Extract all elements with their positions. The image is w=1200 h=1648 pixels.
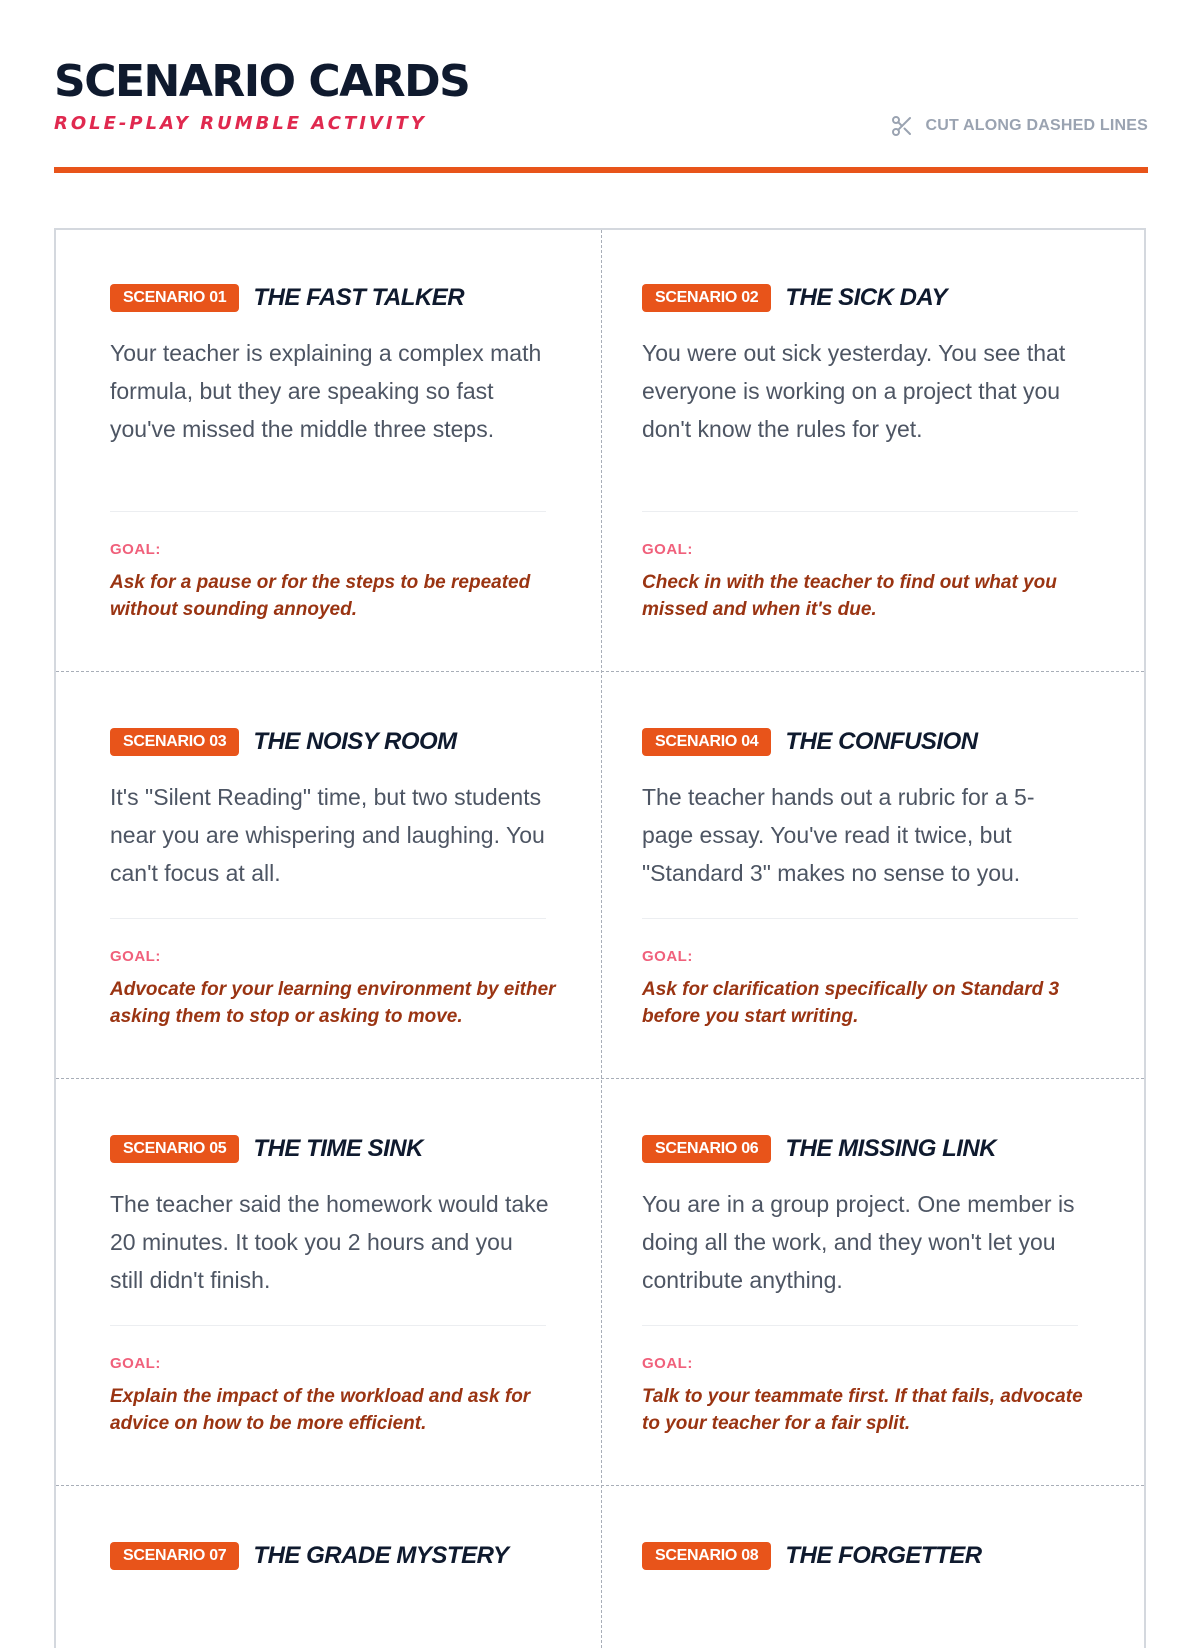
scenario-badge: SCENARIO 04 bbox=[642, 728, 771, 756]
card-divider bbox=[110, 1325, 546, 1326]
goal-label: GOAL: bbox=[110, 1355, 161, 1372]
goal-label: GOAL: bbox=[110, 948, 161, 965]
goal-text: Advocate for your learning environment by either asking them to stop or asking to move. bbox=[110, 979, 556, 1027]
scenario-title: THE SICK DAY bbox=[785, 284, 947, 311]
scenario-badge: SCENARIO 02 bbox=[642, 284, 771, 312]
scenario-card bbox=[642, 1540, 1082, 1572]
scenario-title: THE CONFUSION bbox=[785, 728, 978, 755]
header-rule bbox=[54, 167, 1148, 173]
goal-label: GOAL: bbox=[110, 541, 161, 558]
goal-label: GOAL: bbox=[642, 948, 693, 965]
card-divider bbox=[642, 918, 1078, 919]
scenario-description: The teacher hands out a rubric for a 5-page essay. You've read it twice, but "Standard 3" makes no sense to you. bbox=[642, 784, 1035, 886]
scenario-card bbox=[110, 1540, 550, 1572]
scenario-badge: SCENARIO 07 bbox=[110, 1542, 239, 1570]
cut-instruction bbox=[890, 114, 1148, 138]
card-divider bbox=[110, 511, 546, 512]
scenario-title: THE GRADE MYSTERY bbox=[253, 1542, 509, 1569]
horizontal-cut-line bbox=[56, 1078, 1144, 1079]
scenario-card bbox=[642, 726, 1082, 1027]
goal-text: Ask for clarification specifically on Standard 3 before you start writing. bbox=[642, 979, 1060, 1027]
scenario-description: It's "Silent Reading" time, but two students near you are whispering and laughing. You can't focus at all. bbox=[110, 784, 545, 886]
scenario-badge: SCENARIO 08 bbox=[642, 1542, 771, 1570]
scenario-title: THE FAST TALKER bbox=[253, 284, 465, 311]
scenario-card bbox=[110, 282, 550, 620]
card-divider bbox=[110, 918, 546, 919]
scenario-description: Your teacher is explaining a complex math formula, but they are speaking so fast you've missed the middle three steps. bbox=[110, 340, 542, 442]
scenario-card bbox=[642, 1133, 1083, 1434]
scenario-badge: SCENARIO 03 bbox=[110, 728, 239, 756]
scenario-badge: SCENARIO 06 bbox=[642, 1135, 771, 1163]
scenario-card bbox=[642, 282, 1082, 620]
card-grid bbox=[54, 228, 1146, 1648]
scenario-description: You were out sick yesterday. You see that everyone is working on a project that you don't know the rules for yet. bbox=[642, 340, 1066, 442]
horizontal-cut-line bbox=[56, 671, 1144, 672]
vertical-cut-line bbox=[601, 230, 602, 1648]
scenario-title: THE TIME SINK bbox=[253, 1135, 423, 1162]
goal-text: Check in with the teacher to find out what you missed and when it's due. bbox=[642, 572, 1057, 620]
scenario-badge: SCENARIO 01 bbox=[110, 284, 239, 312]
card-divider bbox=[642, 1325, 1078, 1326]
scenario-card bbox=[110, 726, 556, 1027]
horizontal-cut-line bbox=[56, 1485, 1144, 1486]
scenario-card bbox=[110, 1133, 550, 1434]
goal-text: Ask for a pause or for the steps to be repeated without sounding annoyed. bbox=[110, 572, 531, 620]
scenario-description: The teacher said the homework would take 20 minutes. It took you 2 hours and you still didn't finish. bbox=[110, 1191, 549, 1293]
page-title: SCENARIO CARDS bbox=[54, 56, 470, 107]
page-subtitle: ROLE-PLAY RUMBLE ACTIVITY bbox=[54, 113, 427, 134]
scenario-badge: SCENARIO 05 bbox=[110, 1135, 239, 1163]
scenario-title: THE FORGETTER bbox=[785, 1542, 982, 1569]
cut-instruction-text: CUT ALONG DASHED LINES bbox=[925, 117, 1148, 134]
goal-text: Talk to your teammate first. If that fails, advocate to your teacher for a fair split. bbox=[642, 1386, 1083, 1434]
scenario-title: THE NOISY ROOM bbox=[253, 728, 457, 755]
page-header bbox=[54, 52, 1148, 136]
card-divider bbox=[642, 511, 1078, 512]
goal-label: GOAL: bbox=[642, 1355, 693, 1372]
goal-text: Explain the impact of the workload and ask for advice on how to be more efficient. bbox=[110, 1386, 531, 1434]
scissors-icon bbox=[890, 114, 914, 138]
goal-label: GOAL: bbox=[642, 541, 693, 558]
scenario-title: THE MISSING LINK bbox=[785, 1135, 997, 1162]
scenario-description: You are in a group project. One member is doing all the work, and they won't let you contribute anything. bbox=[642, 1191, 1075, 1293]
